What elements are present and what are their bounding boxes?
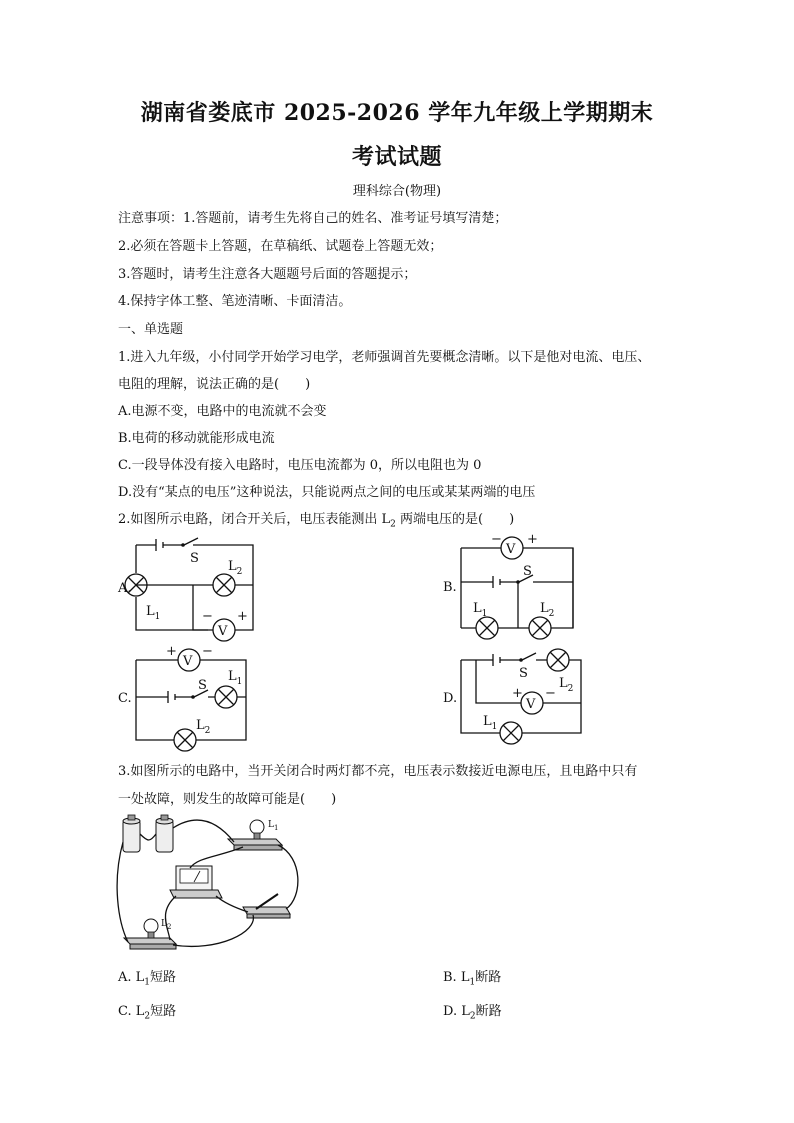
circuit-diagram-b: [443, 532, 593, 640]
q1-option-d: D.没有“某点的电压”这种说法，只能说两点之间的电压或某某两端的电压: [118, 485, 536, 500]
q1-option-c: C.一段导体没有接入电路时，电压电流都为 0，所以电阻也为 0: [118, 458, 482, 473]
circuit-diagram-c: [118, 645, 278, 755]
circuit-b-label: B.: [443, 580, 457, 595]
physical-circuit-illustration: [118, 812, 298, 960]
voltmeter-label: V: [506, 542, 516, 557]
q3-option-a: [118, 966, 176, 988]
lamp-l2-label: $L_2$: [540, 601, 555, 619]
q3-option-b: [443, 966, 501, 988]
switch-icon: [243, 894, 290, 918]
voltmeter-plus: +: [237, 609, 248, 624]
subject-subtitle: 理科综合(物理): [352, 184, 442, 199]
voltmeter-plus: +: [512, 686, 523, 701]
circuit-c-label: C.: [118, 691, 132, 706]
switch-label: S: [198, 678, 207, 693]
q3-option-a-sub: 1: [144, 977, 151, 988]
voltmeter-minus: −: [491, 532, 502, 547]
q1-option-b: B.电荷的移动就能形成电流: [118, 431, 275, 446]
q3-stem-line2: 一处故障，则发生的故障可能是( ): [118, 792, 337, 807]
circuit-d-label: D.: [443, 691, 458, 706]
voltmeter-label: V: [218, 624, 228, 639]
voltmeter-plus: +: [166, 644, 177, 659]
note-2: 2.必须在答题卡上答题，在草稿纸、试题卷上答题无效；: [118, 239, 443, 254]
voltmeter-minus: −: [202, 644, 213, 659]
q3-option-d: [443, 1000, 502, 1022]
q1-stem-line2: 电阻的理解，说法正确的是( ): [118, 377, 311, 392]
q3-option-b-prefix: B. L: [443, 970, 470, 985]
voltmeter-minus: −: [545, 686, 556, 701]
note-4: 4.保持字体工整、笔迹清晰、卡面清洁。: [118, 294, 352, 309]
section-title: 一、单选题: [118, 322, 184, 337]
q3-option-c: [118, 1000, 176, 1022]
q3-option-b-suffix: 断路: [475, 970, 502, 985]
q1-stem-line1: 1.进入九年级，小付同学开始学习电学，老师强调首先要概念清晰。以下是他对电流、电压、: [118, 350, 651, 365]
voltmeter-label: V: [183, 654, 193, 669]
lamp-l1-label: $L_1$: [483, 714, 498, 732]
switch-label: S: [519, 666, 528, 681]
figure-l1-label: $L_1$: [268, 820, 279, 832]
circuit-a-label: A.: [118, 581, 132, 596]
q2-stem: [118, 508, 514, 530]
circuit-diagram-a: [118, 535, 278, 640]
q1-option-a: A.电源不变，电路中的电流就不会变: [118, 404, 327, 419]
q3-stem-line1: 3.如图所示的电路中，当开关闭合时两灯都不亮，电压表示数接近电源电压，且电路中只有: [118, 764, 638, 779]
voltmeter-icon: [170, 866, 222, 898]
battery-icon: [123, 815, 173, 852]
lamp-l1-label: $L_1$: [473, 601, 488, 619]
lamp-l2-label: $L_2$: [196, 718, 211, 736]
lamp-l2-label: $L_2$: [559, 676, 574, 694]
q2-stem-pre: 2.如图所示电路，闭合开关后，电压表能测出 L: [118, 512, 391, 527]
lamp-l1-label: $L_1$: [146, 604, 161, 622]
figure-l2-label: $L_2$: [161, 919, 172, 931]
q3-option-d-sub: 2: [469, 1011, 476, 1022]
voltmeter-plus: +: [527, 532, 538, 547]
circuit-diagram-d: [443, 645, 593, 755]
q2-stem-sub: 2: [390, 519, 396, 530]
switch-label: S: [190, 551, 199, 566]
q3-option-c-suffix: 短路: [150, 1004, 177, 1019]
lamp-l1-label: $L_1$: [228, 669, 243, 687]
switch-label: S: [523, 564, 532, 579]
q2-stem-post: 两端电压的是( ): [395, 512, 515, 527]
page-title: 湖南省娄底市 2025-2026 学年九年级上学期期末: [140, 100, 654, 126]
q3-option-b-sub: 1: [469, 977, 476, 988]
q3-option-a-suffix: 短路: [150, 970, 177, 985]
lamp-l2-label: $L_2$: [228, 559, 243, 577]
q3-option-c-prefix: C. L: [118, 1004, 145, 1019]
page-title-line2: 考试试题: [351, 144, 442, 170]
q3-option-a-prefix: A. L: [118, 970, 145, 985]
note-3: 3.答题时，请考生注意各大题题号后面的答题提示；: [118, 267, 417, 282]
q3-option-c-sub: 2: [144, 1011, 151, 1022]
note-1: 注意事项：1.答题前，请考生先将自己的姓名、准考证号填写清楚；: [118, 211, 508, 226]
q3-option-d-suffix: 断路: [475, 1004, 502, 1019]
voltmeter-minus: −: [202, 609, 213, 624]
voltmeter-label: V: [526, 697, 536, 712]
q3-option-d-prefix: D. L: [443, 1004, 470, 1019]
